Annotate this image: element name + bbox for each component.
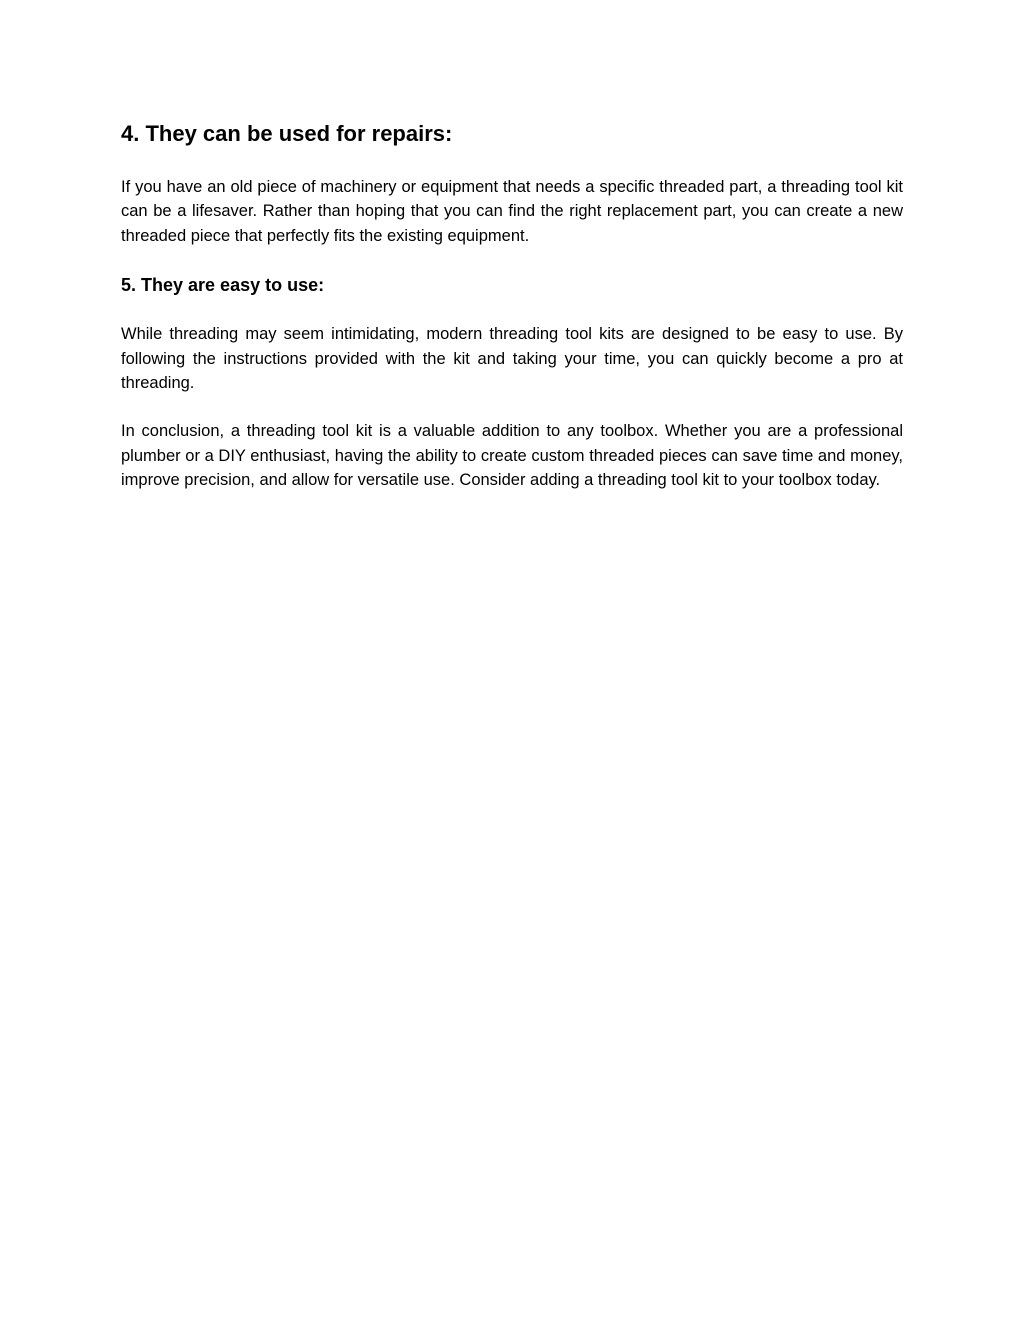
document-page bbox=[121, 118, 903, 493]
section-paragraph-repairs: If you have an old piece of machinery or equipment that needs a specific threaded part, a threading tool kit can be a lifesaver. Rather than hoping that you can find the right replacement part, you can create a new threaded piece that perfectly fits the existing equipment. bbox=[121, 178, 903, 245]
section-heading-repairs: 4. They can be used for repairs: bbox=[121, 121, 453, 146]
conclusion-paragraph: In conclusion, a threading tool kit is a valuable addition to any toolbox. Whether you are a professional plumber or a DIY enthusiast, having the ability to create custom threaded pieces can save time and money, improve precision, and allow for versatile use. Consider adding a threading tool kit to your toolbox today. bbox=[121, 422, 903, 490]
spacer bbox=[121, 298, 903, 322]
section-heading-easy-to-use: 5. They are easy to use: bbox=[121, 275, 325, 296]
spacer bbox=[121, 395, 903, 419]
spacer bbox=[121, 248, 903, 272]
spacer bbox=[121, 150, 903, 175]
section-paragraph-easy-to-use: While threading may seem intimidating, modern threading tool kits are designed to be easy to use. By following the instructions provided with the kit and taking your time, you can quickly become a pro at threading. bbox=[121, 325, 903, 393]
